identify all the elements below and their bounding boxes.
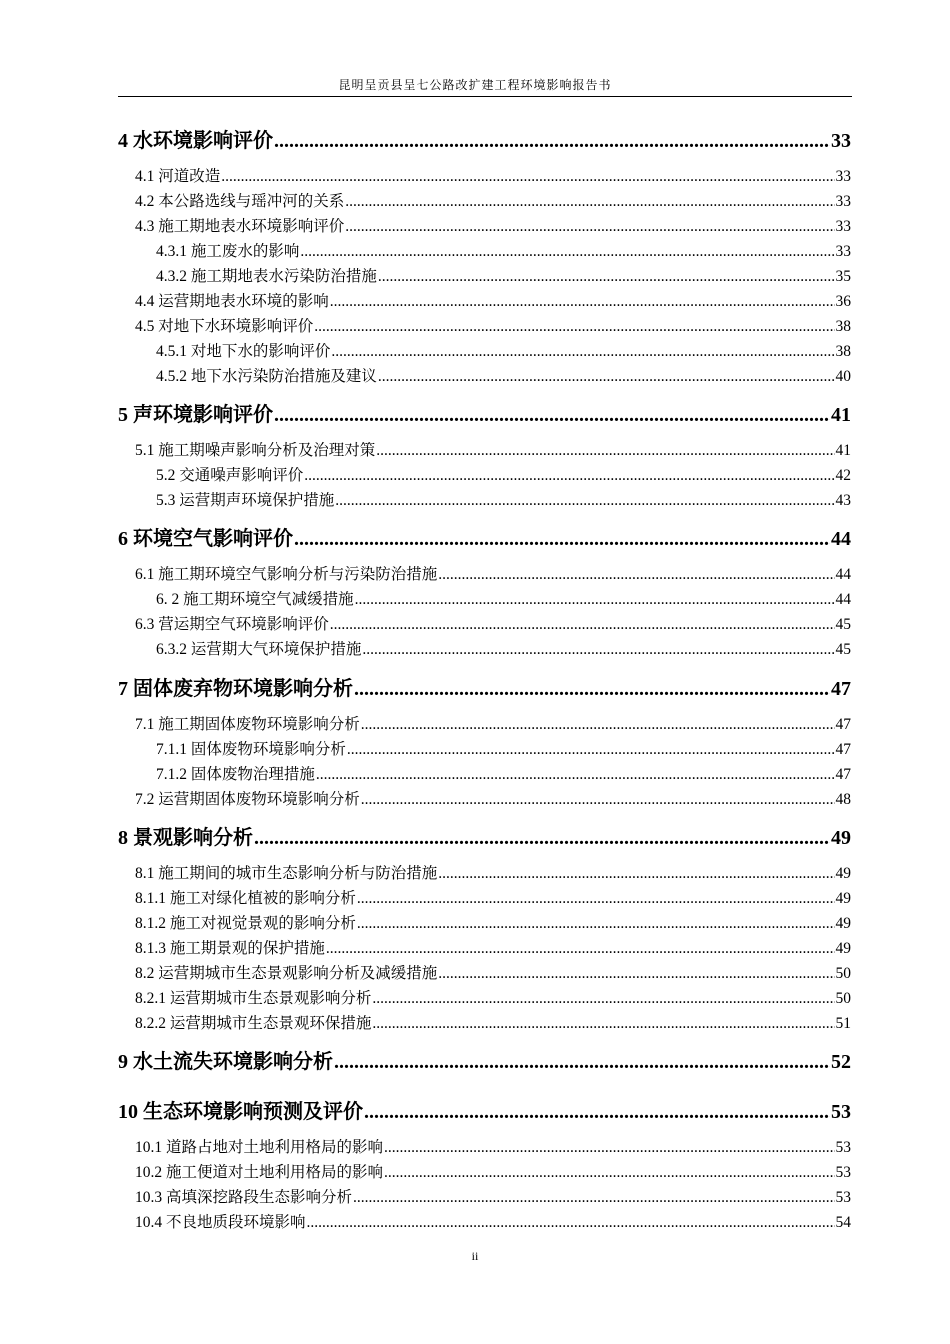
toc-entry-page: 47 [835,766,851,783]
toc-entry-level-2[interactable] [135,1210,851,1232]
toc-entry-level-2[interactable] [135,314,851,336]
toc-entry-title: 7.1.1 固体废物环境影响分析 [156,741,346,758]
running-header: 昆明呈贡县呈七公路改扩建工程环境影响报告书 [338,78,612,92]
toc-entry-level-2[interactable] [135,214,851,236]
toc-entry-page: 49 [835,865,851,882]
toc-entry-title: 8.2.2 运营期城市生态景观环保措施 [135,1015,372,1032]
toc-entry-title: 5.3 运营期声环境保护措施 [156,492,335,509]
toc-entry-level-2[interactable] [135,986,851,1008]
toc-entry-level-2[interactable] [135,712,851,734]
toc-entry-title: 9 水土流失环境影响分析 [118,1051,333,1073]
dot-leader [221,168,834,186]
toc-entry-page: 49 [835,940,851,957]
toc-entry-title: 4.3 施工期地表水环境影响评价 [135,218,345,235]
dot-leader [376,442,834,460]
toc-entry-level-3[interactable] [156,488,851,510]
dot-leader [300,243,834,261]
toc-entry-page: 44 [835,566,851,583]
dot-leader [354,678,830,701]
toc-entry-title: 4.4 运营期地表水环境的影响 [135,293,329,310]
toc-entry-page: 33 [835,243,851,260]
toc-entry-title: 8.1.2 施工对视觉景观的影响分析 [135,915,356,932]
dot-leader [307,1214,835,1232]
dot-leader [372,1015,834,1033]
toc-entry-page: 36 [835,293,851,310]
toc-entry-title: 4.1 河道改造 [135,168,221,185]
toc-entry-level-1[interactable] [118,398,851,424]
dot-leader [304,467,834,485]
toc-entry-title: 5.2 交通噪声影响评价 [156,467,304,484]
toc-entry-level-3[interactable] [156,339,851,361]
toc-entry-page: 51 [835,1015,851,1032]
toc-entry-level-2[interactable] [135,189,851,211]
dot-leader [347,741,835,759]
toc-entry-level-2[interactable] [135,1160,851,1182]
dot-leader [438,566,834,584]
toc-entry-level-2[interactable] [135,886,851,908]
toc-entry-level-1[interactable] [118,124,851,150]
toc-entry-level-2[interactable] [135,164,851,186]
toc-entry-page: 33 [835,168,851,185]
dot-leader [438,965,834,983]
toc-entry-page: 45 [835,641,851,658]
dot-leader [316,766,835,784]
toc-entry-level-1[interactable] [118,821,851,847]
toc-entry-page: 33 [835,193,851,210]
toc-entry-level-2[interactable] [135,438,851,460]
toc-entry-level-2[interactable] [135,562,851,584]
toc-entry-title: 7.1.2 固体废物治理措施 [156,766,315,783]
dot-leader [331,343,834,361]
toc-entry-page: 47 [835,716,851,733]
toc-entry-level-3[interactable] [156,737,851,759]
toc-entry-level-3[interactable] [156,637,851,659]
dot-leader [330,616,835,634]
dot-leader [378,368,835,386]
dot-leader [335,492,834,510]
toc-entry-page: 48 [835,791,851,808]
toc-entry-title: 10.4 不良地质段环境影响 [135,1214,306,1231]
toc-entry-title: 4.5.2 地下水污染防治措施及建议 [156,368,377,385]
toc-entry-title: 10 生态环境影响预测及评价 [118,1101,363,1123]
toc-entry-level-1[interactable] [118,672,851,698]
toc-entry-page: 49 [831,827,851,849]
toc-entry-title: 7.1 施工期固体废物环境影响分析 [135,716,360,733]
toc-entry-level-2[interactable] [135,936,851,958]
dot-leader [345,218,834,236]
toc-entry-title: 7 固体废弃物环境影响分析 [118,678,353,700]
toc-entry-page: 53 [835,1139,851,1156]
toc-entry-level-1[interactable] [118,1095,851,1121]
toc-entry-level-2[interactable] [135,911,851,933]
toc-entry-page: 43 [835,492,851,509]
dot-leader [345,193,834,211]
toc-entry-page: 47 [831,678,851,700]
toc-entry-level-2[interactable] [135,612,851,634]
page-number: ii [471,1249,479,1263]
dot-leader [372,990,834,1008]
toc-entry-level-3[interactable] [156,762,851,784]
toc-entry-title: 10.3 高填深挖路段生态影响分析 [135,1189,353,1206]
dot-leader [357,915,835,933]
toc-entry-page: 54 [835,1214,851,1231]
dot-leader [274,404,830,427]
toc-entry-title: 4.5 对地下水环境影响评价 [135,318,314,335]
toc-entry-level-2[interactable] [135,1011,851,1033]
toc-entry-title: 6.3.2 运营期大气环境保护措施 [156,641,362,658]
toc-entry-title: 6. 2 施工期环境空气减缓措施 [156,591,354,608]
toc-entry-level-2[interactable] [135,961,851,983]
dot-leader [357,890,835,908]
toc-entry-level-1[interactable] [118,522,851,548]
toc-entry-page: 53 [831,1101,851,1123]
toc-entry-title: 8.2 运营期城市生态景观影响分析及减缓措施 [135,965,438,982]
toc-entry-title: 4.3.2 施工期地表水污染防治措施 [156,268,377,285]
toc-entry-page: 49 [835,890,851,907]
toc-entry-level-2[interactable] [135,787,851,809]
toc-entry-level-3[interactable] [156,463,851,485]
dot-leader [362,641,834,659]
toc-entry-title: 4.5.1 对地下水的影响评价 [156,343,331,360]
toc-entry-page: 38 [835,318,851,335]
toc-entry-page: 41 [831,404,851,426]
toc-entry-page: 44 [835,591,851,608]
toc-entry-page: 53 [835,1189,851,1206]
toc-entry-title: 6 环境空气影响评价 [118,528,293,550]
toc-entry-title: 10.2 施工便道对土地利用格局的影响 [135,1164,384,1181]
toc-entry-title: 6.1 施工期环境空气影响分析与污染防治措施 [135,566,438,583]
toc-entry-title: 8.1 施工期间的城市生态影响分析与防治措施 [135,865,438,882]
toc-entry-title: 8.1.3 施工期景观的保护措施 [135,940,325,957]
toc-entry-page: 49 [835,915,851,932]
dot-leader [438,865,834,883]
toc-entry-title: 4.3.1 施工废水的影响 [156,243,300,260]
dot-leader [361,791,835,809]
dot-leader [378,268,835,286]
toc-entry-page: 50 [835,990,851,1007]
toc-entry-title: 6.3 营运期空气环境影响评价 [135,616,329,633]
toc-entry-title: 5 声环境影响评价 [118,404,273,426]
toc-entry-level-2[interactable] [135,861,851,883]
dot-leader [353,1189,834,1207]
toc-entry-level-3[interactable] [156,587,851,609]
toc-entry-title: 4.2 本公路选线与瑶冲河的关系 [135,193,345,210]
dot-leader [326,940,835,958]
dot-leader [330,293,835,311]
toc-entry-page: 52 [831,1051,851,1073]
toc-entry-page: 38 [835,343,851,360]
toc-entry-page: 41 [835,442,851,459]
toc-entry-page: 35 [835,268,851,285]
toc-entry-level-1[interactable] [118,1045,851,1071]
toc-entry-page: 50 [835,965,851,982]
toc-entry-page: 33 [831,130,851,152]
toc-entry-page: 44 [831,528,851,550]
toc-entry-title: 8 景观影响分析 [118,827,253,849]
toc-entry-page: 53 [835,1164,851,1181]
toc-entry-level-3[interactable] [156,264,851,286]
dot-leader [361,716,835,734]
dot-leader [355,591,835,609]
dot-leader [254,827,830,850]
toc-entry-level-2[interactable] [135,1135,851,1157]
toc-entry-title: 8.2.1 运营期城市生态景观影响分析 [135,990,372,1007]
toc-entry-page: 42 [835,467,851,484]
dot-leader [294,528,830,551]
dot-leader [314,318,834,336]
toc-entry-level-2[interactable] [135,1185,851,1207]
toc-entry-title: 8.1.1 施工对绿化植被的影响分析 [135,890,356,907]
dot-leader [364,1101,830,1124]
toc-entry-title: 4 水环境影响评价 [118,130,273,152]
toc-entry-level-3[interactable] [156,364,851,386]
dot-leader [334,1051,830,1074]
toc-entry-level-2[interactable] [135,289,851,311]
toc-entry-page: 45 [835,616,851,633]
dot-leader [384,1139,834,1157]
toc-entry-page: 33 [835,218,851,235]
toc-entry-page: 40 [835,368,851,385]
toc-entry-page: 47 [835,741,851,758]
dot-leader [384,1164,834,1182]
dot-leader [274,130,830,153]
toc-entry-title: 5.1 施工期噪声影响分析及治理对策 [135,442,376,459]
toc-entry-title: 10.1 道路占地对土地利用格局的影响 [135,1139,384,1156]
toc-entry-level-3[interactable] [156,239,851,261]
toc-entry-title: 7.2 运营期固体废物环境影响分析 [135,791,360,808]
